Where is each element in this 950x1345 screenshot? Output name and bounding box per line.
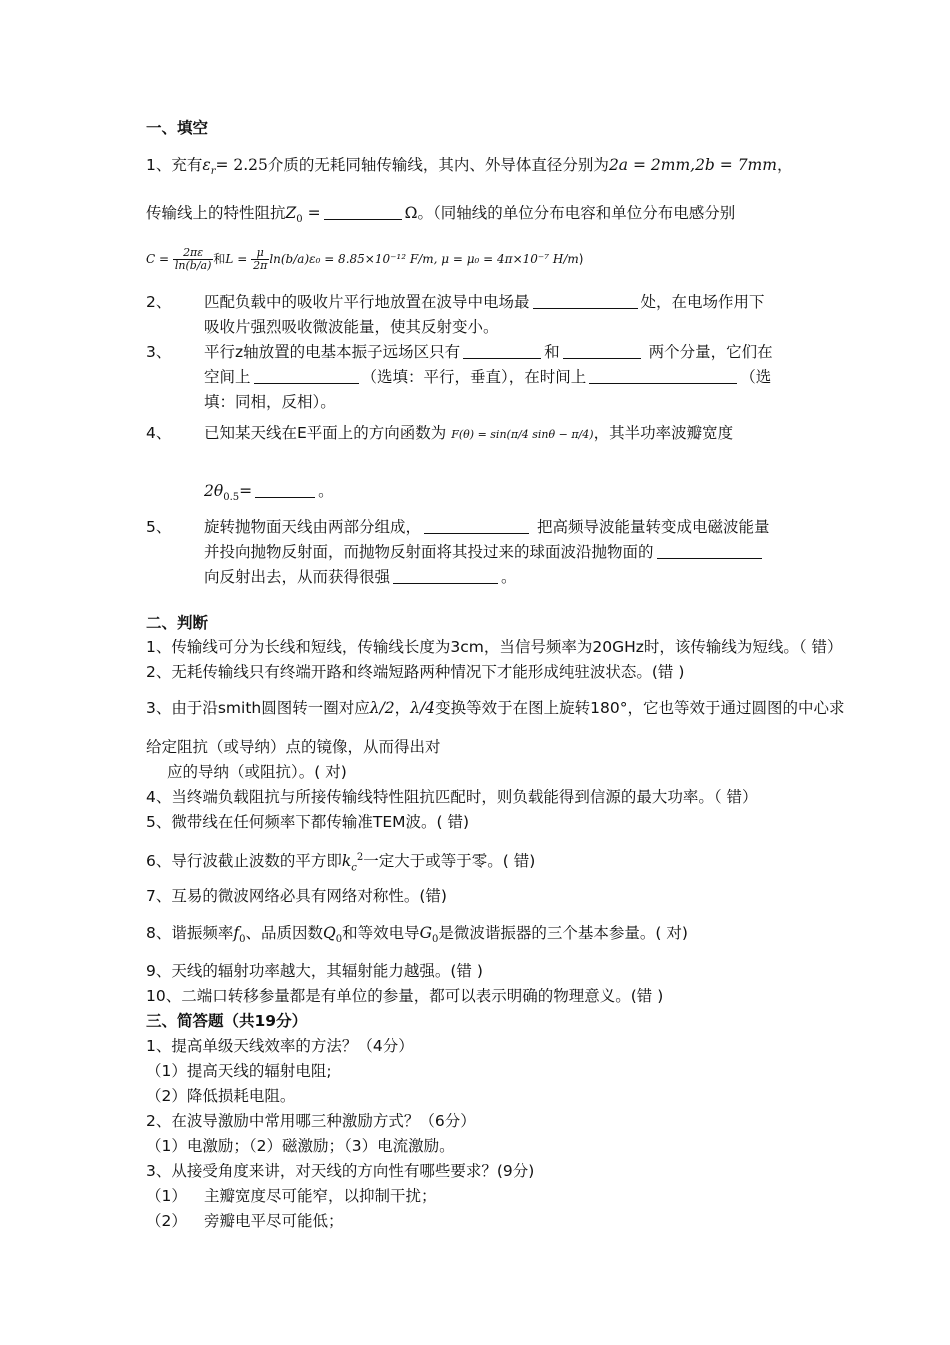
short-q1-answer-2: （2）降低损耗电阻。	[146, 1087, 296, 1105]
judge-item-5: 5、微带线在任何频率下都传输准TEM波。( 错)	[146, 813, 470, 831]
judge-item-3: 3、由于沿smith圆图转一圈对应λ/2，λ/4变换等效于在图上旋转180°，它也等效于通过圆图的中心求	[146, 699, 845, 717]
q1-line1: 1、充有$\varepsilon_r= 2.25$介质的无耗同轴传输线，其内、外导体直径分别为2a = 2mm,2b = 7mm，	[146, 156, 793, 178]
short-q3-answer-1: （1） 主瓣宽度尽可能窄，以抑制干扰；	[146, 1187, 437, 1205]
q4-line1: 4、 已知某天线在E平面上的方向函数为 F(θ) = sin(π/4 sinθ − π/4)，其半功率波瓣宽度	[146, 424, 734, 442]
q5-line1: 5、 旋转抛物面天线由两部分组成， 把高频导波能量转变成电磁波能量	[146, 518, 770, 536]
direction-function: F(θ) = sin(π/4 sinθ − π/4)	[451, 428, 594, 441]
formula-fraction: $\frac{2\pi\varepsilon}{\ln(b/a)}$	[174, 246, 212, 272]
judge-item-2: 2、无耗传输线只有终端开路和终端短路两种情况下才能形成纯驻波状态。(错 )	[146, 663, 685, 681]
judge-item-1: 1、传输线可分为长线和短线，传输线长度为3cm，当信号频率为20GHz时，该传输线为短线。（ 错）	[146, 638, 843, 656]
formula-fraction: $\frac{\mu}{2\pi}$	[253, 246, 268, 272]
answer-blank[interactable]	[563, 343, 641, 359]
judge-item-3-cont2: 应的导纳（或阻抗）。( 对)	[167, 763, 347, 781]
answer-blank[interactable]	[533, 293, 638, 309]
short-q3-answer-2: （2） 旁瓣电平尽可能低；	[146, 1212, 344, 1230]
judge-item-7: 7、互易的微波网络必具有网络对称性。(错)	[146, 887, 447, 905]
short-q1-answer-1: （1）提高天线的辐射电阻;	[146, 1062, 332, 1080]
short-q3: 3、从接受角度来讲，对天线的方向性有哪些要求？(9分)	[146, 1162, 535, 1180]
short-q2-answer: （1）电激励；（2）磁激励；（3）电流激励。	[146, 1137, 455, 1155]
section-title-fill-in: 一、填空	[146, 119, 209, 137]
answer-blank[interactable]	[324, 204, 402, 220]
answer-blank[interactable]	[424, 518, 529, 534]
q2-line2: 吸收片强烈吸收微波能量，使其反射变小。	[204, 318, 499, 336]
judge-item-6: 6、导行波截止波数的平方即$k_c^2$一定大于或等于零。( 错)	[146, 852, 536, 874]
q2-line1: 2、 匹配负载中的吸收片平行地放置在波导中电场最 处，在电场作用下	[146, 293, 765, 311]
q3-line1: 3、 平行z轴放置的电基本振子远场区只有 和 两个分量，它们在	[146, 343, 773, 361]
judge-item-4: 4、当终端负载阻抗与所接传输线特性阻抗匹配时，则负载能得到信源的最大功率。（ 错）	[146, 788, 758, 806]
q1-formula: C = $\frac{2\pi\varepsilon}{\ln(b/a)}$ 和L = $\frac{\mu}{2\pi}$ ln(b/a)ε₀ = 8.85×10⁻¹² F/m, μ = μ₀ = 4π×10⁻⁷ H/m)	[146, 246, 584, 272]
judge-item-8: 8、谐振频率$f_0$、品质因数$Q_0$和等效电导$G_0$是微波谐振器的三个基本参量。( 对)	[146, 924, 688, 946]
judge-item-9: 9、天线的辐射功率越大，其辐射能力越强。(错 )	[146, 962, 483, 980]
short-q1: 1、提高单级天线效率的方法？（4分）	[146, 1037, 414, 1055]
section-title-short-answer: 三、简答题（共19分）	[146, 1012, 308, 1030]
q3-line3: 填：同相，反相）。	[204, 393, 336, 411]
answer-blank[interactable]	[393, 568, 498, 584]
q1-line2: 传输线上的特性阻抗$Z_0 = \Omega$。（同轴线的单位分布电容和单位分布电感分别	[146, 204, 736, 226]
q4-line2: $2\theta_{0.5}=$ 。	[204, 482, 334, 504]
q5-line2: 并投向抛物反射面，而抛物反射面将其投过来的球面波沿抛物面的	[204, 541, 765, 563]
judge-item-10: 10、二端口转移参量都是有单位的参量，都可以表示明确的物理意义。(错 )	[146, 987, 664, 1005]
answer-blank[interactable]	[589, 368, 737, 384]
answer-blank[interactable]	[254, 368, 359, 384]
section-title-judgement: 二、判断	[146, 614, 209, 632]
short-q2: 2、在波导激励中常用哪三种激励方式？（6分）	[146, 1112, 476, 1130]
judge-item-3-cont: 给定阻抗（或导纳）点的镜像，从而得出对	[146, 738, 441, 756]
answer-blank[interactable]	[463, 343, 541, 359]
answer-blank[interactable]	[657, 543, 762, 559]
q5-line3: 向反射出去，从而获得很强 。	[204, 568, 517, 586]
q3-line2: 空间上 （选填：平行，垂直），在时间上 （选	[204, 368, 772, 386]
answer-blank[interactable]	[255, 482, 315, 498]
